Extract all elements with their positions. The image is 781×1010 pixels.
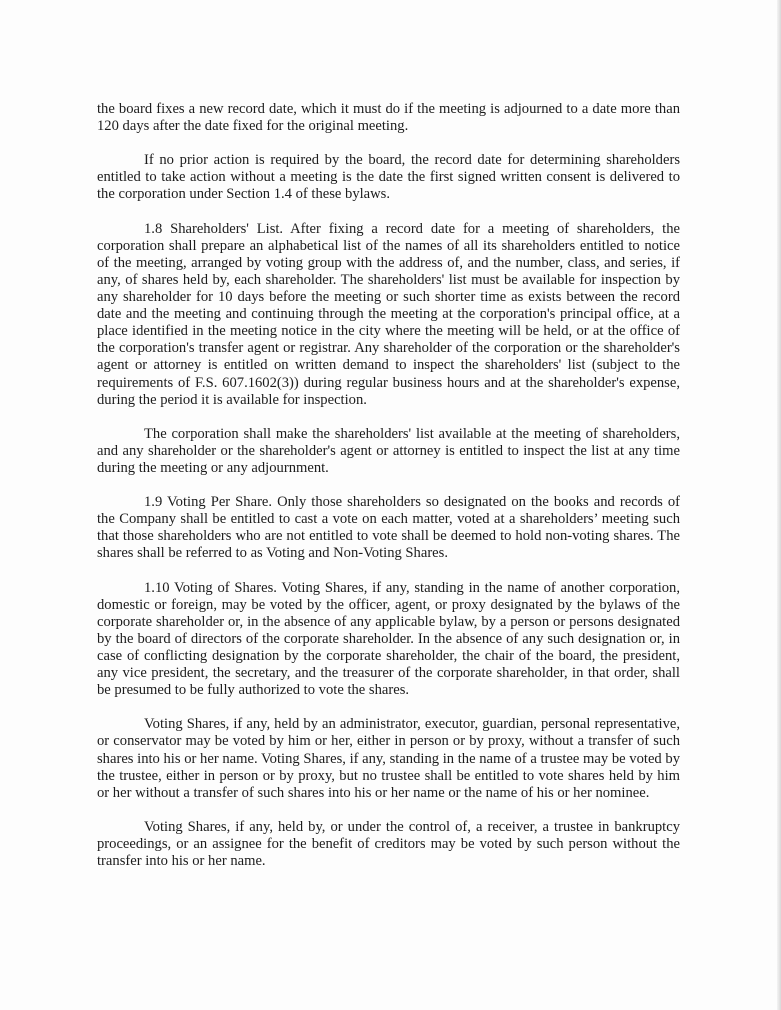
paragraph-list-at-meeting: The corporation shall make the shareholders' list available at the meeting of shareholders, and any shareholder or the shareholder's agent or attorney is entitled to inspect the list at any time during the meeting or any adjournment. — [97, 425, 680, 476]
paragraph-record-date-continued: the board fixes a new record date, which it must do if the meeting is adjourned to a date more than 120 days after the date fixed for the original meeting. — [97, 101, 680, 135]
paragraph-fiduciary-voting: Voting Shares, if any, held by an administrator, executor, guardian, personal representative, or conservator may be voted by him or her, either in person or by proxy, without a transfer of such shares into his or her name. Voting Shares, if any, standing in the name of a trustee may be voted by the trustee, either in person or by proxy, but no trustee shall be entitled to vote shares held by him or her without a transfer of such shares into his or her name or the name of his or her nominee. — [97, 716, 680, 801]
paragraph-voting-per-share: 1.9 Voting Per Share. Only those shareholders so designated on the books and records of the Company shall be entitled to cast a vote on each matter, voted at a shareholders’ meeting such that those shareholders who are not entitled to vote shall be deemed to hold non-voting shares. The shares shall be referred to as Voting and Non-Voting Shares. — [97, 494, 680, 562]
paragraph-voting-of-shares: 1.10 Voting of Shares. Voting Shares, if any, standing in the name of another corporation, domestic or foreign, may be voted by the officer, agent, or proxy designated by the bylaws of the corporate shareholder or, in the absence of any applicable bylaw, by a person or persons designated by the board of directors of the corporate shareholder. In the absence of any such designation or, in case of conflicting designation by the corporate shareholder, the chair of the board, the president, any vice president, the secretary, and the treasurer of the corporate shareholder, in that order, shall be presumed to be fully authorized to vote the shares. — [97, 579, 680, 699]
document-body — [97, 101, 680, 887]
paragraph-record-date-consent: If no prior action is required by the board, the record date for determining shareholders entitled to take action without a meeting is the date the first signed written consent is delivered to the corporation under Section 1.4 of these bylaws. — [97, 152, 680, 203]
page-edge — [777, 0, 781, 1010]
paragraph-shareholders-list: 1.8 Shareholders' List. After fixing a record date for a meeting of shareholders, the corporation shall prepare an alphabetical list of the names of all its shareholders entitled to notice of the meeting, arranged by voting group with the address of, and the number, class, and series, if any, of shares held by, each shareholder. The shareholders' list must be available for inspection by any shareholder for 10 days before the meeting or such shorter time as exists between the record date and the meeting and continuing through the meeting at the corporation's principal office, at a place identified in the meeting notice in the city where the meeting will be held, or at the office of the corporation's transfer agent or registrar. Any shareholder of the corporation or the shareholder's agent or attorney is entitled on written demand to inspect the shareholders' list (subject to the requirements of F.S. 607.1602(3)) during regular business hours and at the shareholder's expense, during the period it is available for inspection. — [97, 220, 680, 408]
paragraph-receiver-voting: Voting Shares, if any, held by, or under the control of, a receiver, a trustee in bankruptcy proceedings, or an assignee for the benefit of creditors may be voted by such person without the transfer into his or her name. — [97, 818, 680, 870]
